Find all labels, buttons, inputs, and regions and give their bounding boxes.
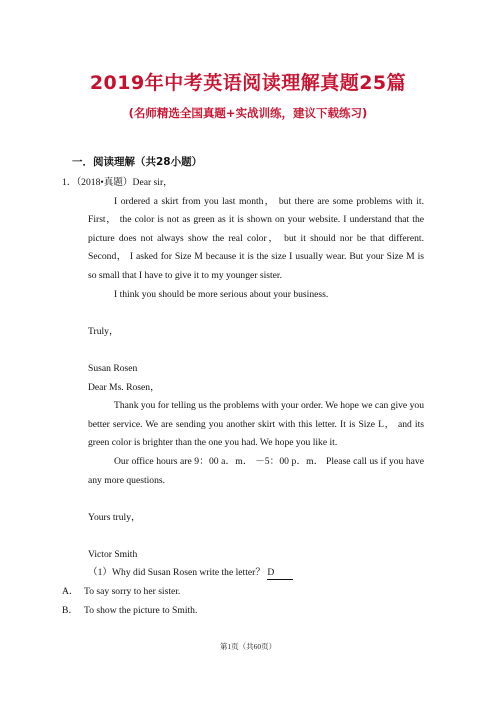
letter-paragraph-1: I ordered a skirt from you last month， but there are some problems with it. First， the color is not as green as it is shown on your website. I understand that the picture does not always show the real color， but it should nor be that different. Second， I asked for Size M because it is the size I usually wear. But your Size M is so small that I have to give it to my younger sister. <box>88 195 424 281</box>
page-title: 2019年中考英语阅读理解真题25篇 <box>89 72 407 94</box>
sub-question-text: （1）Why did Susan Rosen write the letter？ <box>88 567 265 579</box>
page-footer: 第1页（共60页） <box>219 642 277 651</box>
reply-closing: Yours truly， <box>88 511 141 523</box>
option-b-text: To show the picture to Smith. <box>84 604 198 616</box>
letter-closing-1: Truly， <box>88 325 119 337</box>
letter-paragraph-2: I think you should be more serious about your business. <box>114 288 329 300</box>
answer-blank: D <box>267 567 293 580</box>
option-a-key: A． <box>62 586 79 598</box>
option-a-text: To say sorry to her sister. <box>84 586 181 598</box>
letter-signer-1: Susan Rosen <box>88 362 138 374</box>
reply-salutation: Dear Ms. Rosen， <box>88 381 160 393</box>
section-heading: 一．阅读理解（共28小题） <box>72 156 203 168</box>
page-subtitle: (名师精选全国真题+实战训练，建议下载练习) <box>128 106 368 120</box>
option-b <box>62 602 424 621</box>
question-header <box>62 174 424 193</box>
question-body <box>62 174 424 620</box>
letter-salutation: Dear sir， <box>132 177 173 188</box>
reply-paragraph-1: Thank you for telling us the problems with your order. We hope we can give you better service. We are sending you another skirt with this letter. It is Size L， and its green color is brighter than the one you had. We hope you like it. <box>88 400 424 449</box>
option-a <box>62 583 424 602</box>
question-source: （2018•真题） <box>76 177 133 188</box>
reply-signer: Victor Smith <box>88 548 138 560</box>
sub-question <box>62 564 424 583</box>
question-number: 1． <box>62 177 77 188</box>
reply-paragraph-2: Our office hours are 9：00 a．m． －5：00 p．m． Please call us if you have any more questions. <box>88 455 424 486</box>
option-b-key: B． <box>62 604 78 616</box>
